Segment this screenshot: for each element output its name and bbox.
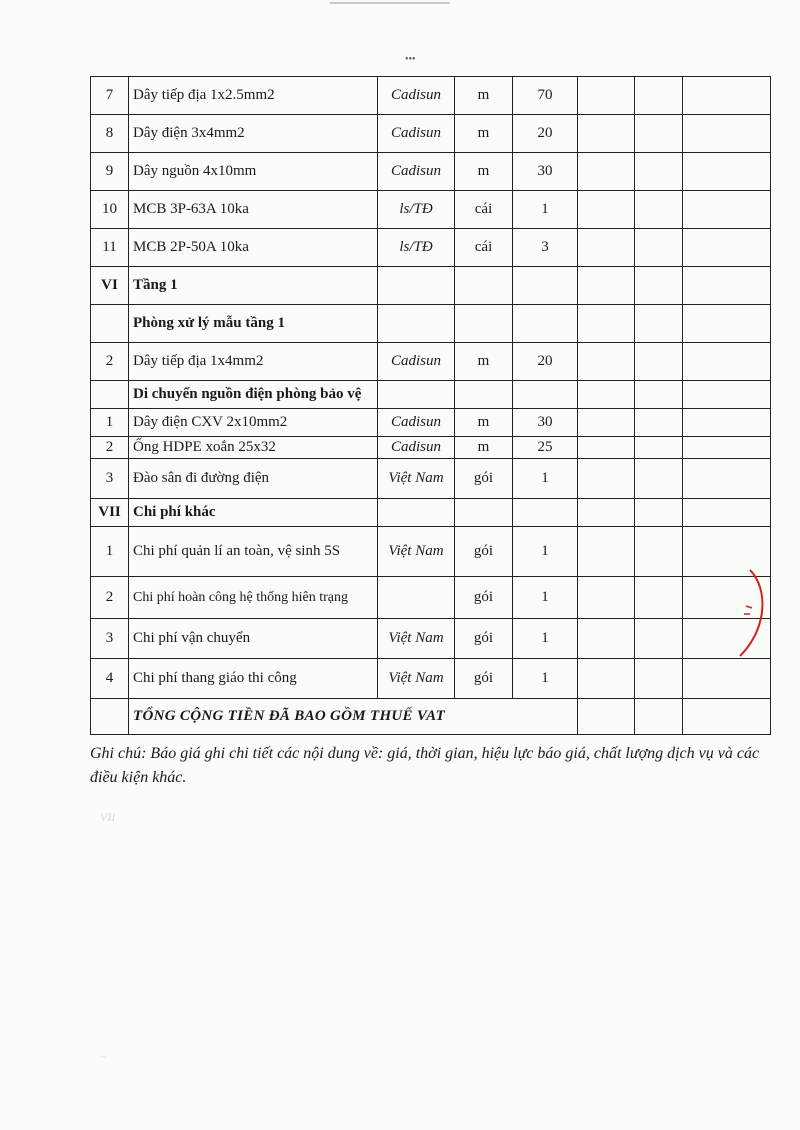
unit-cell: cái (455, 229, 513, 267)
quantity-cell: 20 (513, 343, 578, 381)
item-name: MCB 2P-50A 10ka (129, 229, 378, 267)
quantity-cell: 70 (513, 77, 578, 115)
unit-price-cell (578, 229, 635, 267)
brand-cell: Cadisun (378, 437, 455, 459)
item-name: Đào sân đi đường điện (129, 459, 378, 499)
bleed-through-mark: ~ (100, 1050, 107, 1064)
brand-cell: ls/TĐ (378, 229, 455, 267)
item-name: Di chuyển nguồn điện phòng bảo vệ (129, 381, 378, 409)
quotation-table (90, 76, 771, 735)
item-name: Chi phí hoàn công hệ thống hiên trạng (129, 577, 378, 619)
amount-cell (683, 305, 771, 343)
quantity-cell: 30 (513, 153, 578, 191)
quantity-cell (513, 381, 578, 409)
brand-cell: Cadisun (378, 77, 455, 115)
vat-cell (635, 305, 683, 343)
quantity-cell: 1 (513, 459, 578, 499)
table-row (91, 409, 771, 437)
item-name: Dây tiếp địa 1x4mm2 (129, 343, 378, 381)
unit-price-cell (578, 659, 635, 699)
brand-cell: Cadisun (378, 409, 455, 437)
amount-cell (683, 459, 771, 499)
unit-price-cell (578, 77, 635, 115)
table-row (91, 305, 771, 343)
vat-cell (635, 619, 683, 659)
quantity-cell: 1 (513, 191, 578, 229)
amount-cell (683, 191, 771, 229)
footnote: Ghi chú: Báo giá ghi chi tiết các nội dung về: giá, thời gian, hiệu lực báo giá, chất lượng dịch vụ và các điều kiện khác. (90, 745, 760, 786)
unit-cell: gói (455, 459, 513, 499)
row-number: 2 (91, 437, 129, 459)
row-number: VII (91, 499, 129, 527)
table-row (91, 459, 771, 499)
vat-cell (635, 659, 683, 699)
scan-artifact-dots: ••• (405, 54, 416, 65)
item-name: MCB 3P-63A 10ka (129, 191, 378, 229)
unit-cell (455, 499, 513, 527)
vat-cell (635, 577, 683, 619)
quantity-cell (513, 305, 578, 343)
amount-cell (683, 343, 771, 381)
unit-cell: gói (455, 619, 513, 659)
amount-cell (683, 699, 771, 735)
quantity-cell: 30 (513, 409, 578, 437)
quantity-cell (513, 267, 578, 305)
unit-price-cell (578, 459, 635, 499)
table-row (91, 699, 771, 735)
table-row (91, 229, 771, 267)
row-number: 1 (91, 409, 129, 437)
table-row (91, 267, 771, 305)
amount-cell (683, 267, 771, 305)
row-number: 10 (91, 191, 129, 229)
brand-cell: Việt Nam (378, 659, 455, 699)
row-number (91, 699, 129, 735)
brand-cell: Cadisun (378, 343, 455, 381)
row-number (91, 305, 129, 343)
grand-total-label: TỔNG CỘNG TIỀN ĐÃ BAO GỒM THUẾ VAT (129, 699, 578, 735)
amount-cell (683, 381, 771, 409)
quantity-cell: 1 (513, 527, 578, 577)
vat-cell (635, 153, 683, 191)
quantity-cell: 1 (513, 659, 578, 699)
brand-cell (378, 577, 455, 619)
quantity-cell: 3 (513, 229, 578, 267)
item-name: Dây điện CXV 2x10mm2 (129, 409, 378, 437)
scan-artifact-line (330, 2, 450, 4)
amount-cell (683, 229, 771, 267)
unit-cell: gói (455, 577, 513, 619)
quantity-cell: 1 (513, 619, 578, 659)
vat-cell (635, 527, 683, 577)
vat-cell (635, 267, 683, 305)
unit-price-cell (578, 153, 635, 191)
unit-cell: m (455, 77, 513, 115)
brand-cell: Cadisun (378, 115, 455, 153)
row-number: 8 (91, 115, 129, 153)
unit-price-cell (578, 577, 635, 619)
unit-price-cell (578, 343, 635, 381)
amount-cell (683, 153, 771, 191)
vat-cell (635, 229, 683, 267)
unit-price-cell (578, 699, 635, 735)
table-row (91, 527, 771, 577)
vat-cell (635, 499, 683, 527)
unit-cell: cái (455, 191, 513, 229)
brand-cell: Cadisun (378, 153, 455, 191)
vat-cell (635, 191, 683, 229)
amount-cell (683, 77, 771, 115)
item-name: Chi phí quản lí an toàn, vệ sinh 5S (129, 527, 378, 577)
item-name: Dây nguồn 4x10mm (129, 153, 378, 191)
unit-price-cell (578, 381, 635, 409)
amount-cell (683, 115, 771, 153)
unit-cell (455, 305, 513, 343)
unit-cell: m (455, 409, 513, 437)
table-row (91, 115, 771, 153)
amount-cell (683, 499, 771, 527)
brand-cell: Việt Nam (378, 527, 455, 577)
table-row (91, 577, 771, 619)
row-number: 2 (91, 343, 129, 381)
item-name: Dây tiếp địa 1x2.5mm2 (129, 77, 378, 115)
unit-price-cell (578, 527, 635, 577)
vat-cell (635, 381, 683, 409)
brand-cell: Việt Nam (378, 459, 455, 499)
brand-cell (378, 305, 455, 343)
unit-price-cell (578, 437, 635, 459)
row-number: 1 (91, 527, 129, 577)
unit-price-cell (578, 115, 635, 153)
vat-cell (635, 699, 683, 735)
unit-cell: gói (455, 659, 513, 699)
quotation-table-body (91, 77, 771, 735)
table-row (91, 153, 771, 191)
item-name: Dây điện 3x4mm2 (129, 115, 378, 153)
table-row (91, 499, 771, 527)
item-name: Tầng 1 (129, 267, 378, 305)
table-row (91, 437, 771, 459)
vat-cell (635, 409, 683, 437)
unit-cell: m (455, 437, 513, 459)
unit-price-cell (578, 191, 635, 229)
table-row (91, 619, 771, 659)
table-row (91, 381, 771, 409)
table-row (91, 191, 771, 229)
row-number: 11 (91, 229, 129, 267)
red-stamp-fragment (732, 568, 772, 658)
quantity-cell: 25 (513, 437, 578, 459)
quantity-cell: 1 (513, 577, 578, 619)
item-name: Ống HDPE xoắn 25x32 (129, 437, 378, 459)
vat-cell (635, 437, 683, 459)
item-name: Chi phí khác (129, 499, 378, 527)
row-number: 9 (91, 153, 129, 191)
amount-cell (683, 437, 771, 459)
unit-cell: m (455, 343, 513, 381)
item-name: Phòng xử lý mẫu tầng 1 (129, 305, 378, 343)
brand-cell: ls/TĐ (378, 191, 455, 229)
brand-cell (378, 267, 455, 305)
row-number: 2 (91, 577, 129, 619)
unit-cell: gói (455, 527, 513, 577)
row-number: 7 (91, 77, 129, 115)
unit-cell (455, 381, 513, 409)
unit-cell: m (455, 153, 513, 191)
item-name: Chi phí thang giáo thi công (129, 659, 378, 699)
row-number: 4 (91, 659, 129, 699)
amount-cell (683, 659, 771, 699)
unit-cell: m (455, 115, 513, 153)
item-name: Chi phí vận chuyển (129, 619, 378, 659)
unit-price-cell (578, 305, 635, 343)
amount-cell (683, 409, 771, 437)
brand-cell (378, 499, 455, 527)
quantity-cell: 20 (513, 115, 578, 153)
row-number: VI (91, 267, 129, 305)
unit-price-cell (578, 267, 635, 305)
table-row (91, 77, 771, 115)
unit-price-cell (578, 409, 635, 437)
unit-price-cell (578, 499, 635, 527)
unit-price-cell (578, 619, 635, 659)
row-number: 3 (91, 619, 129, 659)
vat-cell (635, 77, 683, 115)
bleed-through-mark: VII (100, 810, 116, 824)
unit-cell (455, 267, 513, 305)
vat-cell (635, 459, 683, 499)
table-row (91, 343, 771, 381)
vat-cell (635, 115, 683, 153)
vat-cell (635, 343, 683, 381)
row-number (91, 381, 129, 409)
quantity-cell (513, 499, 578, 527)
brand-cell: Việt Nam (378, 619, 455, 659)
table-row (91, 659, 771, 699)
brand-cell (378, 381, 455, 409)
row-number: 3 (91, 459, 129, 499)
